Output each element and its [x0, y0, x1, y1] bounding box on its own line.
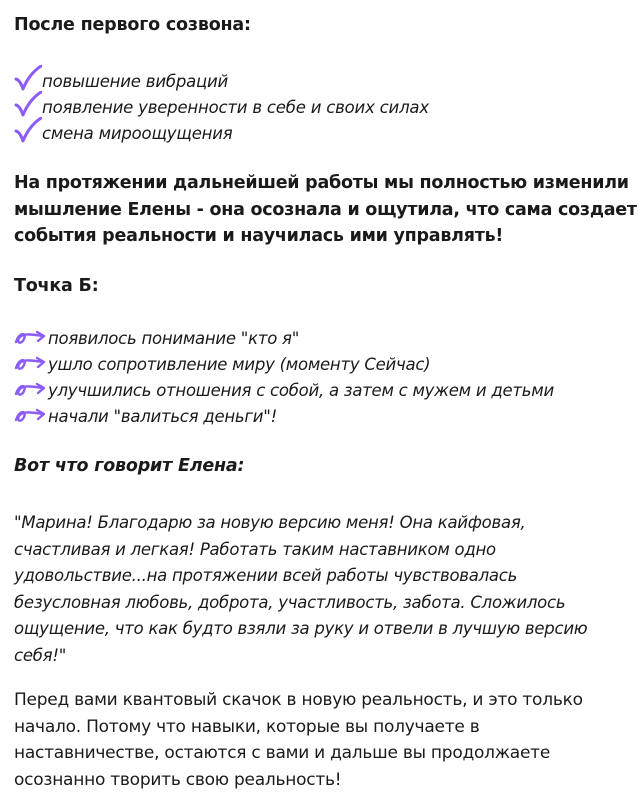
paragraph-line: мышление Елены - она осознала и ощутила, что сама создает — [14, 199, 637, 220]
curly-arrow-icon — [14, 405, 48, 427]
quote-line: себя!" — [14, 645, 67, 665]
section-heading-first-call: После первого созвона: — [14, 15, 251, 35]
closing-line: Перед вами квантовый скачок в новую реальность, и это только — [14, 690, 583, 710]
list-item — [14, 377, 554, 403]
list-item-text: начали "валиться деньги"! — [48, 406, 277, 426]
results-paragraph — [14, 170, 637, 250]
list-item-text: появилось понимание "кто я" — [48, 328, 300, 348]
testimonial-heading: Вот что говорит Елена: — [14, 456, 245, 476]
closing-line: наставничестве, остаются с вами и дальше вы продолжаете — [14, 743, 551, 763]
quote-line: ощущение, что как будто взяли за руку и отвели в лучшую версию — [14, 619, 588, 638]
list-item — [14, 403, 554, 429]
list-item — [14, 325, 554, 351]
list-item — [14, 351, 554, 377]
checkmark-icon — [14, 117, 42, 143]
curly-arrow-icon — [14, 353, 48, 375]
list-item-text: смена мироощущения — [42, 124, 233, 143]
list-item-text: улучшились отношения с собой, а затем с мужем и детьми — [48, 380, 554, 400]
list-item — [14, 91, 429, 117]
list-item-text: повышение вибраций — [42, 72, 229, 91]
quote-line: "Марина! Благодарю за новую версию меня! Она кайфовая, — [14, 513, 526, 532]
paragraph-line: На протяжении дальнейшей работы мы полностью изменили — [14, 173, 629, 193]
quote-line: удовольствие...на протяжении всей работы чувствовалась — [14, 566, 518, 585]
arrow-list — [14, 325, 554, 429]
closing-line: осознанно творить свою реальность! — [14, 769, 342, 790]
checkmark-icon — [14, 65, 42, 91]
testimonial-quote — [14, 510, 634, 669]
closing-line: начало. Потому что навыки, которые вы получаете в — [14, 716, 480, 737]
quote-line: счастливая и легкая! Работать таким наставником одно — [14, 539, 496, 559]
quote-line: безусловная любовь, доброта, участливость, забота. Сложилось — [14, 592, 566, 612]
list-item-text: ушло сопротивление миру (моменту Сейчас) — [48, 354, 431, 374]
curly-arrow-icon — [14, 327, 48, 349]
paragraph-line: события реальности и научилась ими управлять! — [14, 226, 504, 246]
list-item-text: появление уверенности в себе и своих силах — [42, 98, 429, 117]
list-item — [14, 117, 429, 143]
checkmark-icon — [14, 91, 42, 117]
closing-paragraph — [14, 687, 634, 793]
list-item — [14, 65, 429, 91]
checkmark-list — [14, 65, 429, 143]
section-heading-point-b: Точка Б: — [14, 276, 99, 296]
curly-arrow-icon — [14, 379, 48, 401]
